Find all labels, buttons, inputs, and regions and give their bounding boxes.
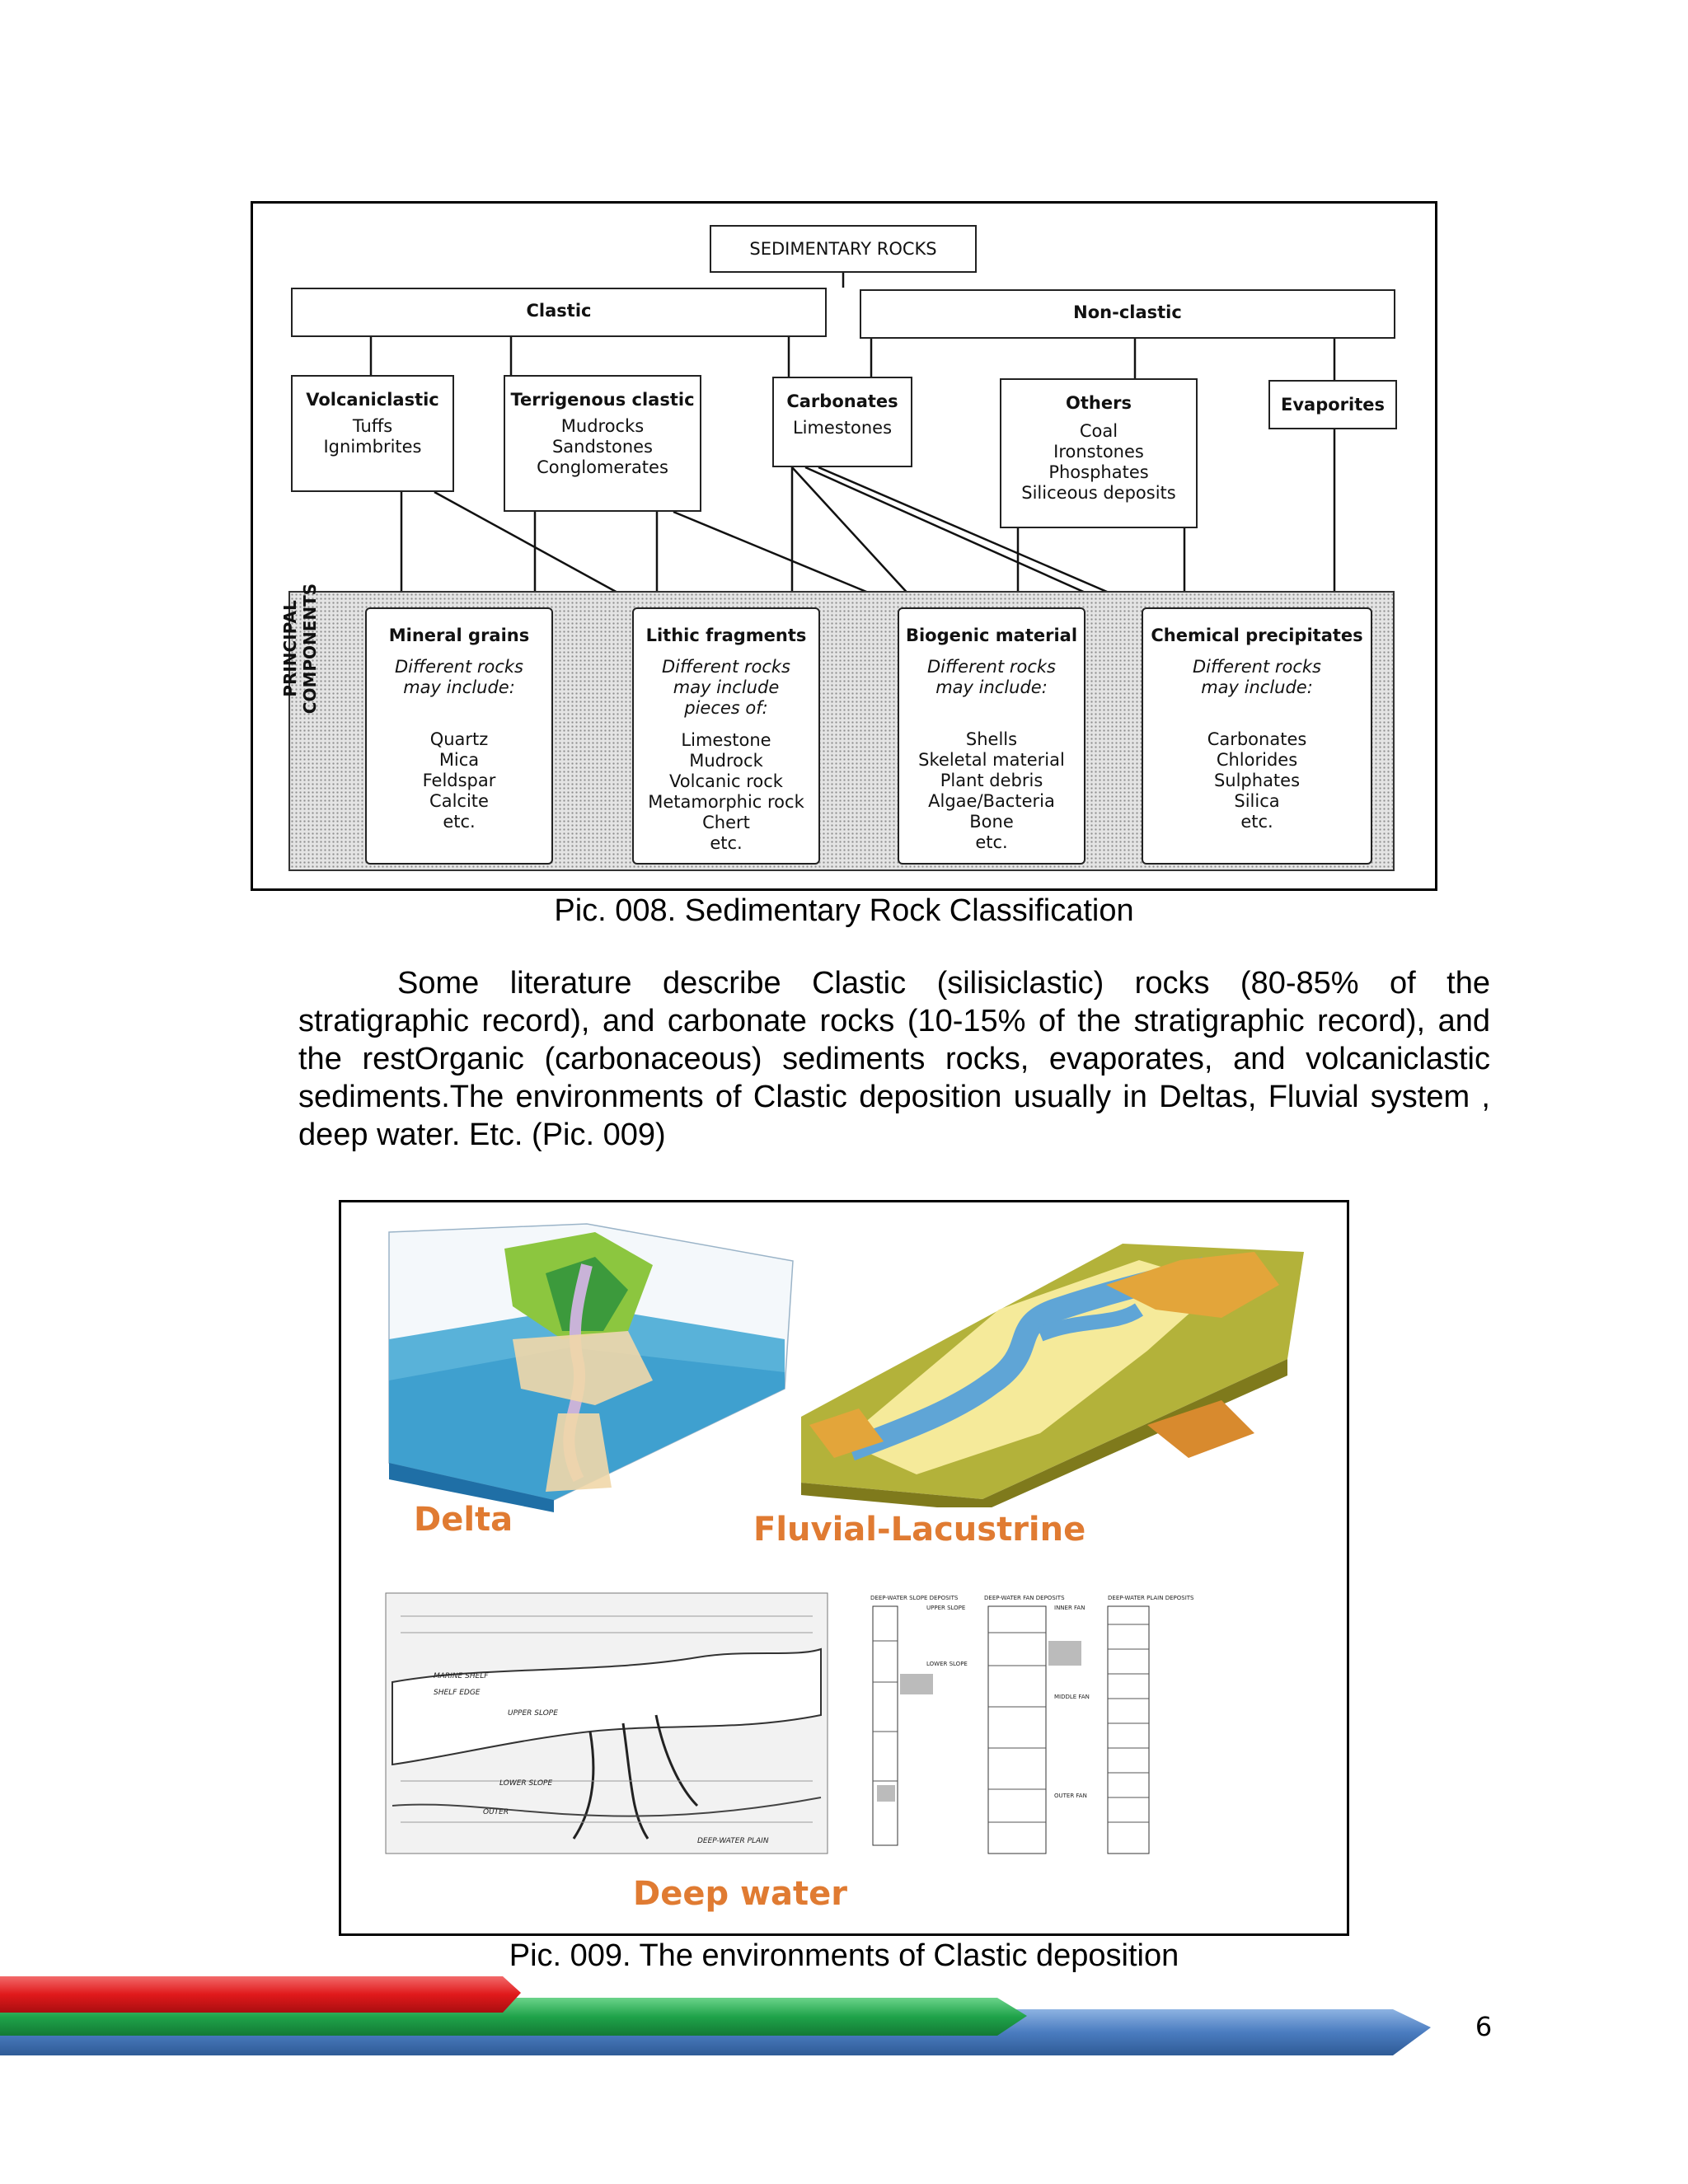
delta-block-diagram <box>381 1216 801 1512</box>
section-label: INNER FAN <box>1054 1605 1085 1611</box>
category-title: Carbonates <box>786 391 898 411</box>
component-intro: Different rocks <box>395 657 523 677</box>
category-line: Sandstones <box>551 437 654 457</box>
component-item: Mudrock <box>689 751 763 771</box>
fluvial-lacustrine-label: Fluvial-Lacustrine <box>753 1511 1086 1549</box>
component-item: Calcite <box>429 791 489 811</box>
component-item: Volcanic rock <box>669 771 783 791</box>
principal-label-line-1: PRINCIPAL <box>280 600 300 697</box>
root-box-sedimentary-rocks <box>710 225 977 273</box>
component-intro: may include: <box>1201 677 1313 697</box>
component-item: Limestone <box>681 730 771 750</box>
component-item: Bone <box>969 812 1014 832</box>
component-intro: may include <box>673 677 780 697</box>
section-header: DEEP-WATER FAN DEPOSITS <box>984 1595 1065 1601</box>
component-item: Feldspar <box>422 771 496 790</box>
sketch-label: LOWER SLOPE <box>499 1779 553 1788</box>
figure1-caption: Pic. 008. Sedimentary Rock Classification <box>554 893 1134 928</box>
sketch-label: SHELF EDGE <box>434 1689 481 1697</box>
category-title: Evaporites <box>1281 395 1385 415</box>
group-box-clastic <box>291 288 827 337</box>
component-intro: Different rocks <box>927 657 1056 677</box>
component-item: Skeletal material <box>918 750 1065 770</box>
category-line: Conglomerates <box>537 457 668 477</box>
sketch-label: DEEP-WATER PLAIN <box>697 1837 769 1845</box>
section-label: UPPER SLOPE <box>926 1605 966 1611</box>
component-item: Chert <box>702 813 750 832</box>
category-line: Ironstones <box>1053 442 1144 462</box>
component-intro: Different rocks <box>1193 657 1321 677</box>
category-line: Siliceous deposits <box>1021 483 1176 503</box>
component-item: Chlorides <box>1216 750 1298 770</box>
component-item: Carbonates <box>1207 729 1307 749</box>
component-intro: Different rocks <box>662 657 790 677</box>
category-title: Volcaniclastic <box>306 390 439 410</box>
category-title: Terrigenous clastic <box>510 390 695 410</box>
body-paragraph <box>298 964 1490 1154</box>
root-label: SEDIMENTARY ROCKS <box>749 239 937 259</box>
category-line: Ignimbrites <box>323 437 422 457</box>
category-line: Coal <box>1079 421 1118 441</box>
section-label: LOWER SLOPE <box>926 1661 968 1667</box>
fluvial-lacustrine-block-diagram <box>793 1235 1312 1507</box>
sketch-label: OUTER <box>483 1808 509 1816</box>
category-line: Mudrocks <box>560 416 645 436</box>
component-title: Biogenic material <box>905 626 1078 645</box>
component-item: Mica <box>438 750 480 770</box>
component-box-chemical-precipitates <box>1142 607 1372 865</box>
component-item: Quartz <box>429 729 489 749</box>
category-title: Others <box>1066 393 1132 413</box>
section-label: MIDDLE FAN <box>1054 1694 1090 1700</box>
principal-label-line-2: COMPONENTS <box>300 583 320 715</box>
section-label: OUTER FAN <box>1054 1793 1087 1799</box>
category-box-evaporites <box>1268 380 1397 429</box>
category-box-volcaniclastic <box>291 375 454 492</box>
component-title: Mineral grains <box>388 626 530 645</box>
component-item: etc. <box>975 832 1008 852</box>
sedimentary-classification-figure <box>251 201 1437 891</box>
component-item: Algae/Bacteria <box>928 791 1055 811</box>
deep-water-label: Deep water <box>633 1875 847 1913</box>
group-box-nonclastic <box>860 289 1395 339</box>
component-item: Metamorphic rock <box>648 792 804 812</box>
component-intro: may include: <box>935 677 1048 697</box>
paragraph-text: Some literature describe Clastic (silisiclastic) rocks (80-85% of the stratigraphic record), and carbonate rocks (10-15% of the stratigraphic record), and the restOrganic (carbonaceous) sediments rocks, evaporates, and volcaniclastic sediments.The environments of Clastic deposition usually in Deltas, Fluvial system , deep water. Etc. (Pic. 009) <box>298 966 1490 1152</box>
group-label-nonclastic: Non-clastic <box>1073 302 1182 322</box>
principal-components-label <box>280 566 320 731</box>
category-line: Limestones <box>792 418 893 438</box>
group-label-clastic: Clastic <box>526 301 592 321</box>
component-item: Shells <box>965 729 1018 749</box>
component-intro: may include: <box>403 677 515 697</box>
sketch-label: UPPER SLOPE <box>508 1709 558 1718</box>
component-item: etc. <box>1240 812 1273 832</box>
component-title: Lithic fragments <box>645 626 807 645</box>
section-header: DEEP-WATER SLOPE DEPOSITS <box>870 1595 959 1601</box>
component-title: Chemical precipitates <box>1151 626 1363 645</box>
delta-label: Delta <box>414 1501 513 1539</box>
component-item: Silica <box>1234 791 1280 811</box>
category-box-others <box>1000 378 1198 528</box>
clastic-environments-figure <box>339 1200 1349 1936</box>
component-item: Plant debris <box>940 771 1043 790</box>
component-intro: pieces of: <box>684 698 768 718</box>
component-box-lithic-fragments <box>632 607 820 865</box>
component-box-biogenic-material <box>898 607 1085 865</box>
section-header: DEEP-WATER PLAIN DEPOSITS <box>1108 1595 1194 1601</box>
deep-water-sketch <box>384 1591 829 1855</box>
category-line: Phosphates <box>1048 462 1149 482</box>
footer-ribbon-arrows <box>0 1970 1451 2069</box>
category-box-carbonates <box>772 377 912 467</box>
category-line: Tuffs <box>352 416 393 436</box>
component-box-mineral-grains <box>365 607 553 865</box>
deep-water-sections <box>869 1591 1256 1863</box>
figure2-caption: Pic. 009. The environments of Clastic deposition <box>509 1938 1179 1973</box>
component-item: etc. <box>710 833 743 853</box>
component-item: Sulphates <box>1213 771 1301 790</box>
category-box-terrigenous-clastic <box>504 375 701 512</box>
red-ribbon-arrow <box>0 1976 521 2013</box>
sketch-label: MARINE SHELF <box>434 1672 489 1680</box>
component-item: etc. <box>443 812 476 832</box>
page-number: 6 <box>1475 2011 1493 2042</box>
